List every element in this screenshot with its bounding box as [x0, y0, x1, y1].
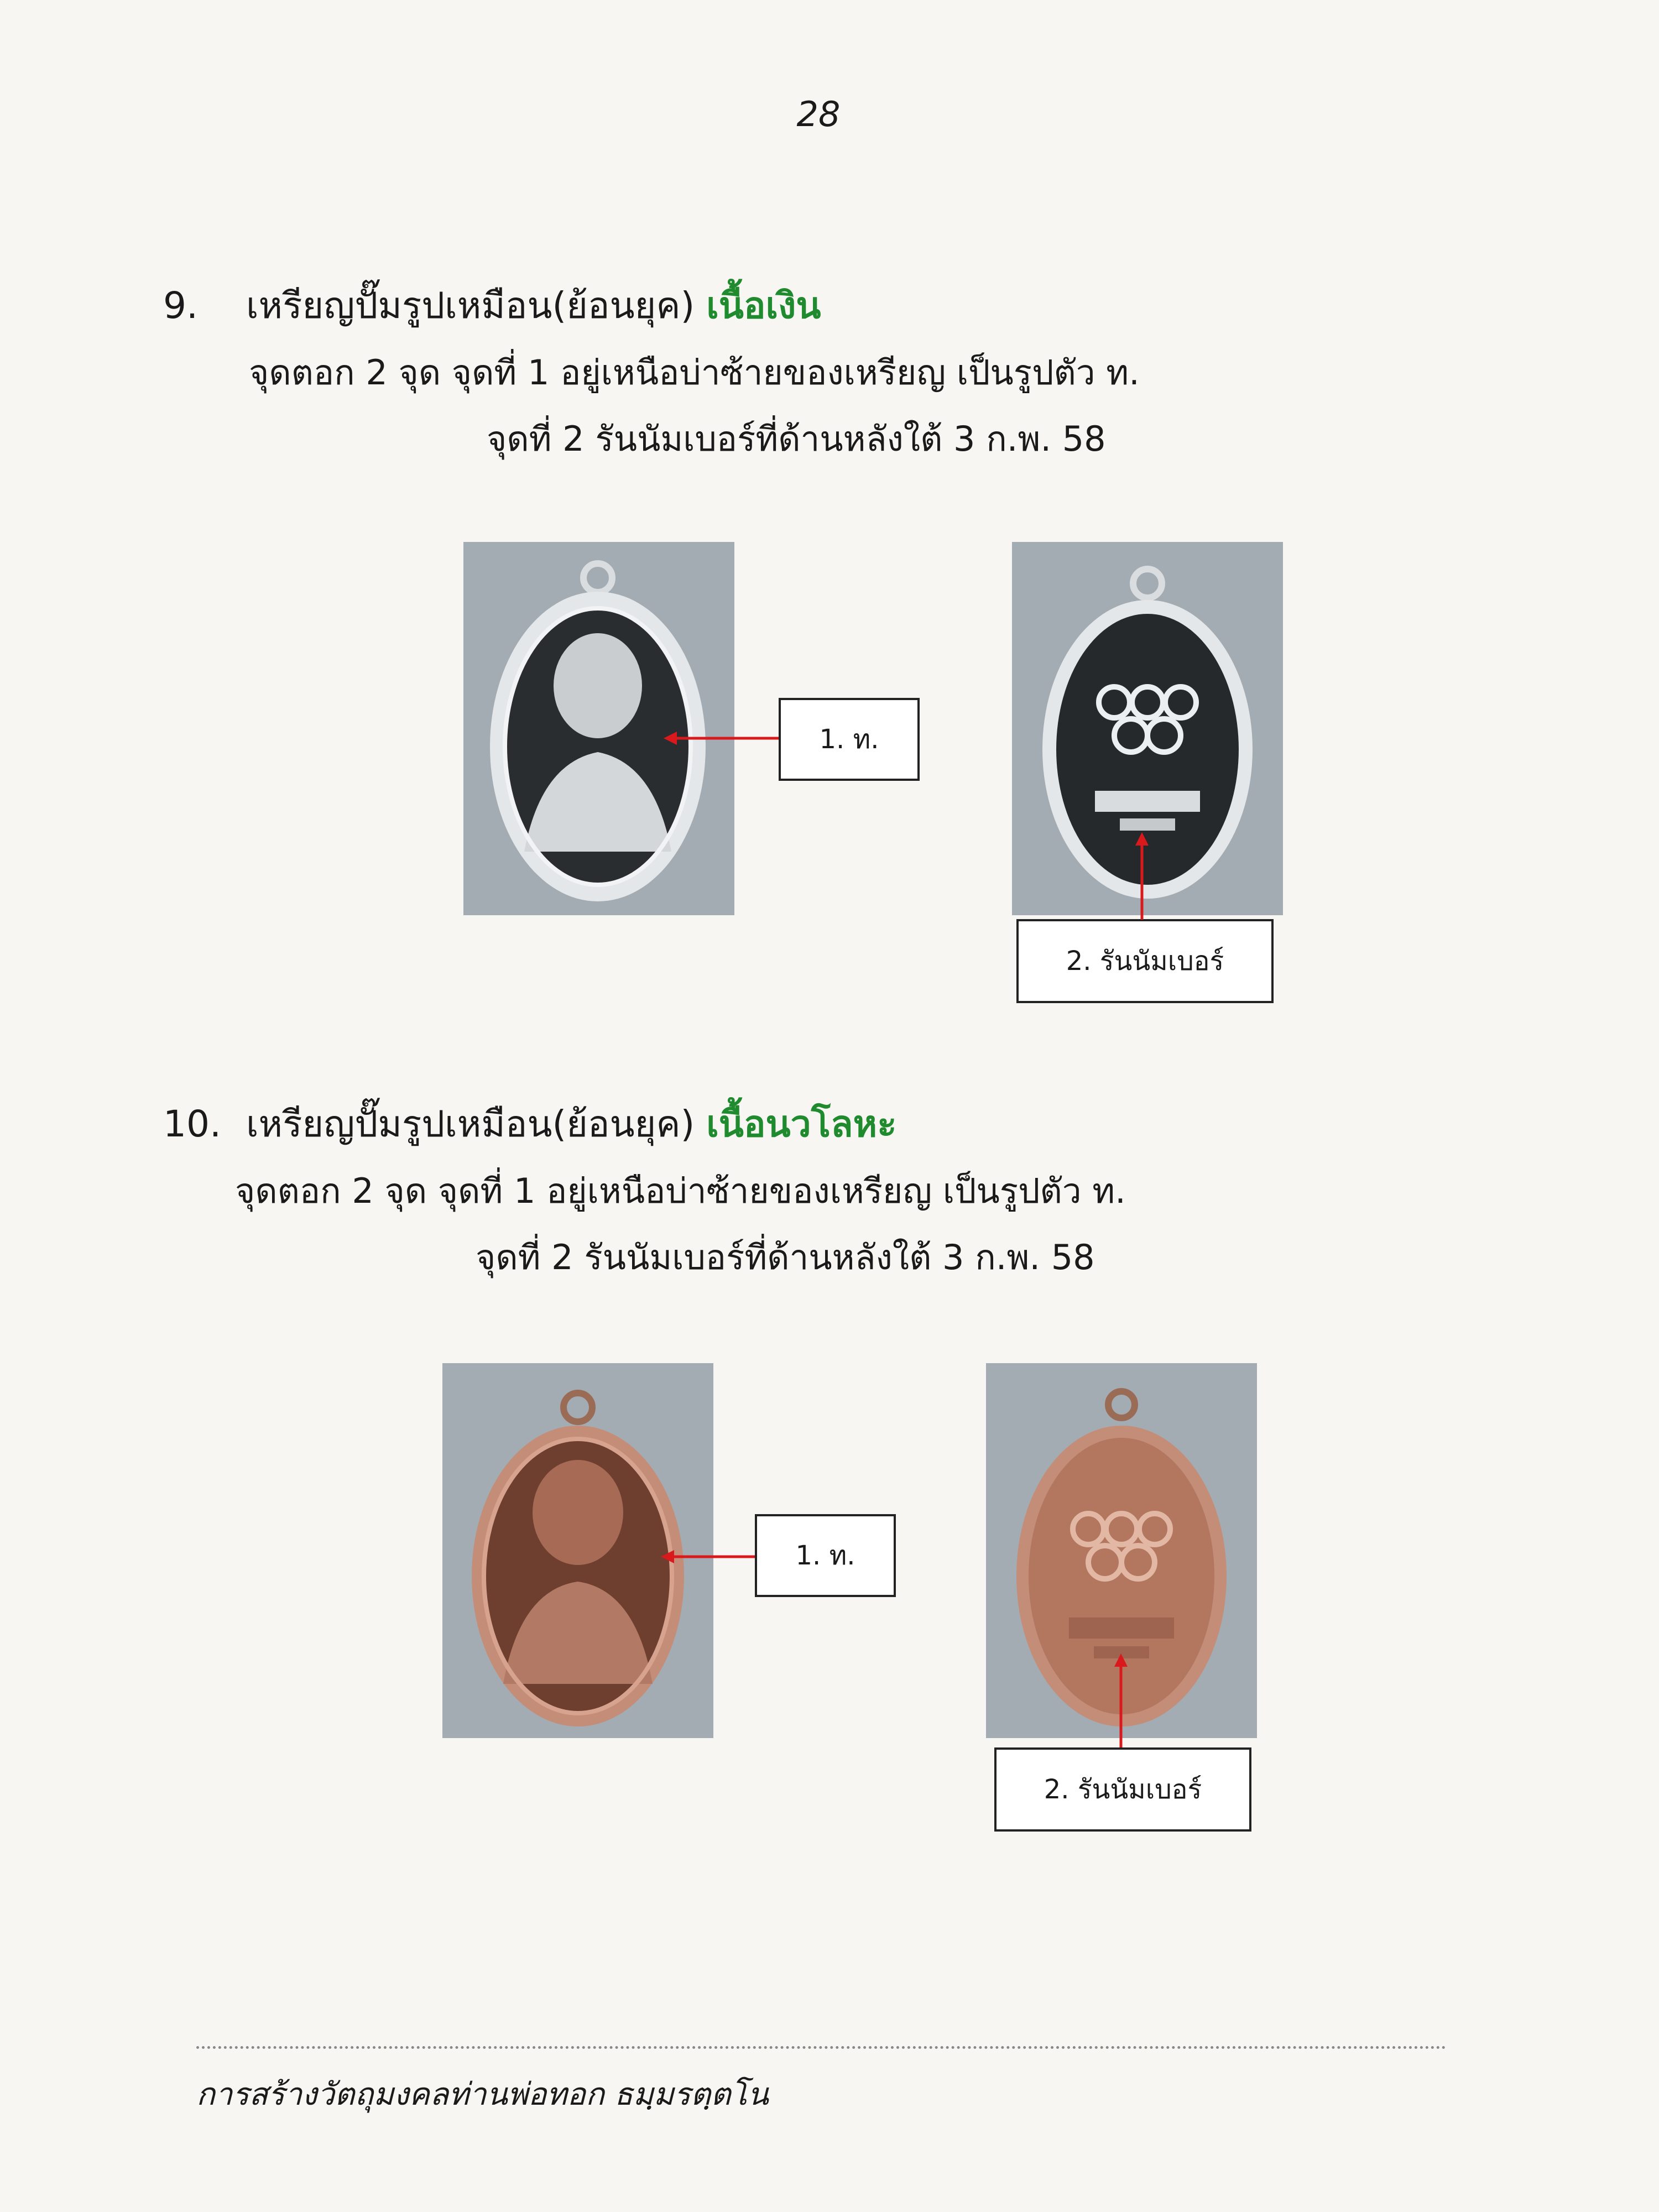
- arrow-to-mark-2-silver: [1134, 832, 1150, 921]
- item-10-line-1: จุดตอก 2 จุด จุดที่ 1 อยู่เหนือบ่าซ้ายของเหรียญ เป็นรูปตัว ท.: [235, 1171, 1126, 1211]
- callout-2-copper: 2. รันนัมเบอร์: [994, 1747, 1251, 1832]
- item-material: เนื้อนวโลหะ: [706, 1103, 897, 1145]
- footer-divider: [196, 2046, 1446, 2049]
- item-title: เหรียญปั๊มรูปเหมือน(ย้อนยุค): [246, 284, 695, 327]
- footer-title: การสร้างวัตถุมงคลท่านพ่อทอก ธมฺมรตฺตโน: [196, 2077, 769, 2112]
- page-number: 28: [796, 94, 841, 134]
- item-material: เนื้อเงิน: [706, 284, 821, 327]
- item-10-line-2: จุดที่ 2 รันนัมเบอร์ที่ด้านหลังใต้ 3 ก.พ. 58: [476, 1237, 1095, 1277]
- item-9-line-1: จุดตอก 2 จุด จุดที่ 1 อยู่เหนือบ่าซ้ายของเหรียญ เป็นรูปตัว ท.: [249, 352, 1140, 393]
- item-9-heading: [163, 276, 821, 335]
- arrow-to-mark-1-silver: [664, 730, 780, 747]
- item-title: เหรียญปั๊มรูปเหมือน(ย้อนยุค): [246, 1103, 695, 1145]
- callout-1-silver: 1. ท.: [779, 698, 920, 781]
- arrow-to-mark-1-copper: [661, 1548, 756, 1565]
- silver-medal-front-photo: [463, 542, 734, 915]
- callout-2-silver: 2. รันนัมเบอร์: [1016, 919, 1274, 1003]
- item-10-heading: [163, 1095, 897, 1153]
- callout-1-copper: 1. ท.: [755, 1514, 896, 1597]
- item-number: 10.: [163, 1103, 221, 1145]
- arrow-to-mark-2-copper: [1113, 1653, 1129, 1749]
- item-9-line-2: จุดที่ 2 รันนัมเบอร์ที่ด้านหลังใต้ 3 ก.พ. 58: [487, 419, 1106, 459]
- item-number: 9.: [163, 284, 198, 327]
